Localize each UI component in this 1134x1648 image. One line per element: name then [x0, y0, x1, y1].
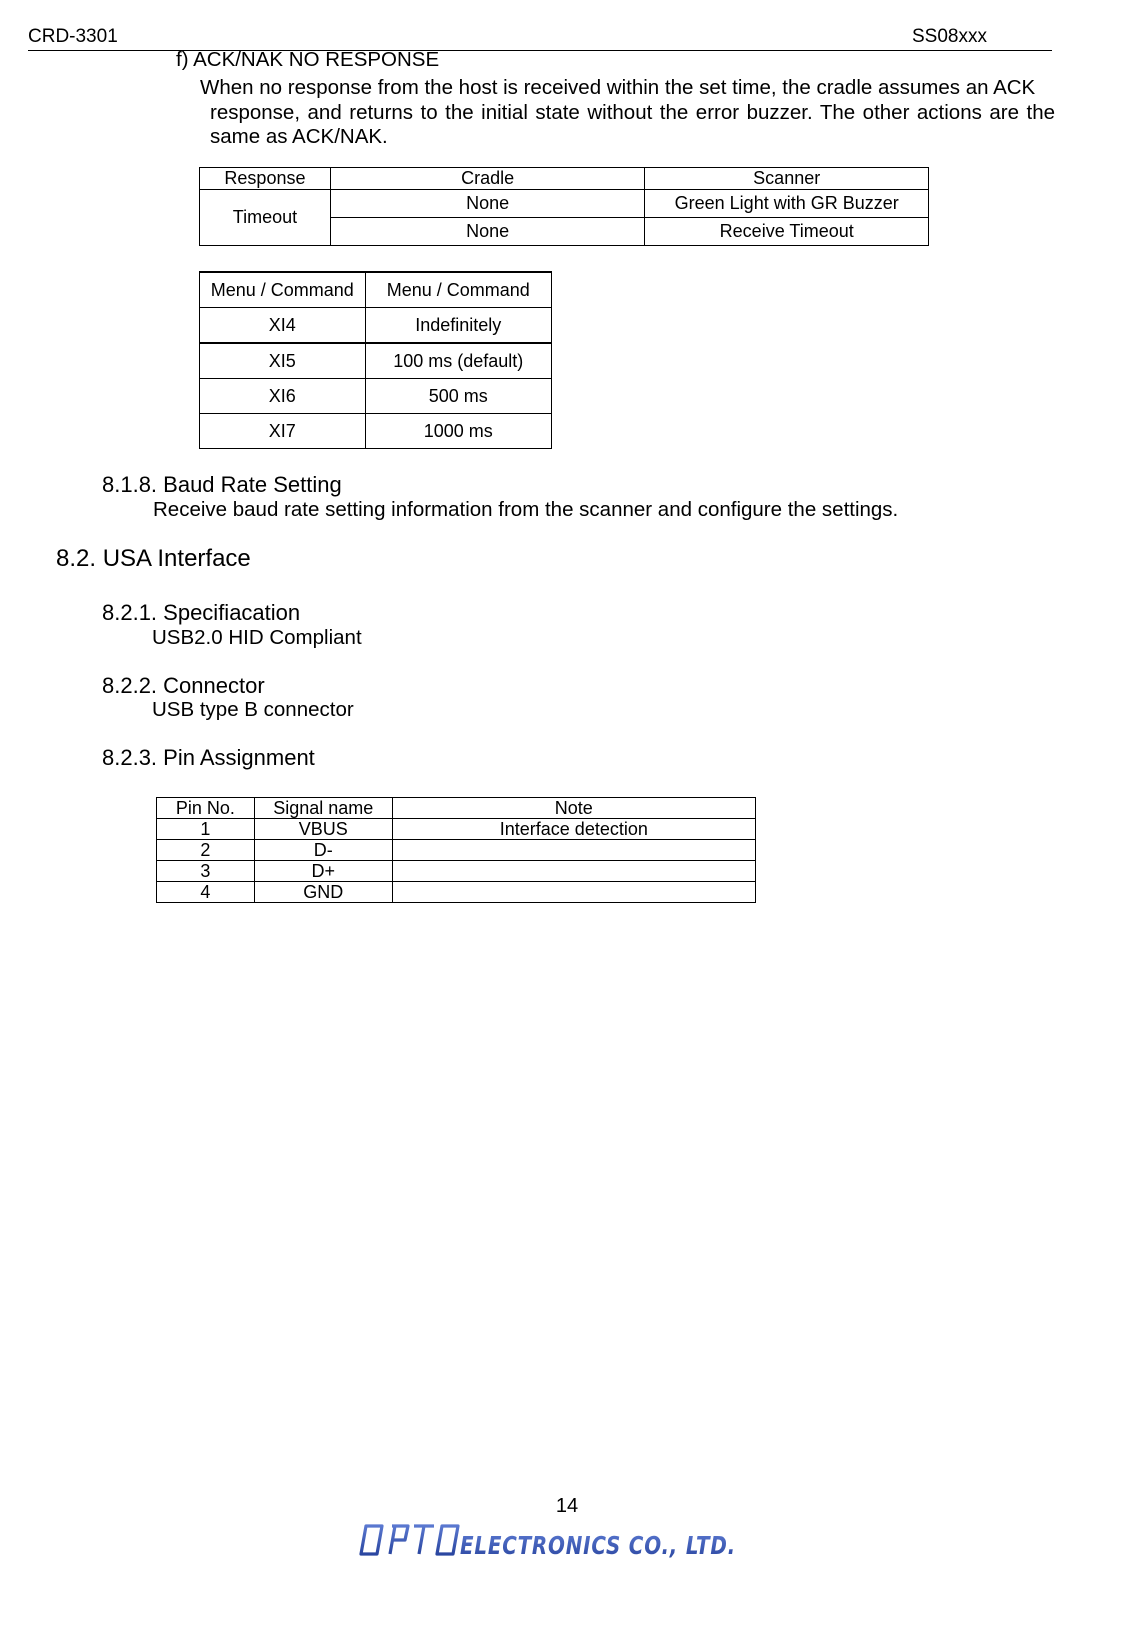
- section-823-title: 8.2.3. Pin Assignment: [102, 745, 315, 770]
- menu-header-1: Menu / Command: [200, 272, 366, 308]
- note-cell: [392, 840, 755, 861]
- company-logo: [356, 1522, 740, 1565]
- section-82-title: 8.2. USA Interface: [56, 545, 251, 572]
- signal-name-cell: GND: [254, 882, 392, 903]
- response-table: [199, 167, 929, 246]
- table-row: [157, 882, 756, 903]
- pin-assignment-table: [156, 797, 756, 903]
- cradle-header: Cradle: [330, 168, 645, 190]
- table-row: [200, 308, 552, 344]
- section-818-body: Receive baud rate setting information from the scanner and configure the settings.: [153, 498, 899, 521]
- section-821-title: 8.2.1. Specifiacation: [102, 600, 301, 625]
- scanner-cell: Green Light with GR Buzzer: [645, 190, 929, 218]
- note-cell: [392, 861, 755, 882]
- menu-command-table: [199, 271, 552, 449]
- setting-cell: 500 ms: [365, 379, 551, 414]
- pin-no-cell: 3: [157, 861, 255, 882]
- signal-name-cell: D-: [254, 840, 392, 861]
- table-row: [157, 840, 756, 861]
- opto-logo-graphic: [356, 1522, 740, 1560]
- doc-id-right: SS08xxx: [912, 26, 987, 47]
- menu-header-2: Menu / Command: [365, 272, 551, 308]
- setting-cell: Indefinitely: [365, 308, 551, 344]
- section-822-title: 8.2.2. Connector: [102, 673, 265, 698]
- section-f-line-2: response, and returns to the initial state without the error buzzer. The other actions are the: [210, 100, 1055, 124]
- command-cell: XI6: [200, 379, 366, 414]
- command-cell: XI4: [200, 308, 366, 344]
- pin-no-cell: 1: [157, 819, 255, 840]
- page-number: 14: [555, 1495, 579, 1517]
- section-822-body: USB type B connector: [152, 698, 354, 721]
- table-row: [200, 379, 552, 414]
- setting-cell: 1000 ms: [365, 414, 551, 449]
- response-timeout-cell: Timeout: [200, 190, 331, 246]
- svg-text:ELECTRONICS CO., LTD.: ELECTRONICS CO., LTD.: [460, 1531, 736, 1560]
- table-row: [157, 861, 756, 882]
- response-header: Response: [200, 168, 331, 190]
- section-f-line-3: same as ACK/NAK.: [210, 125, 388, 148]
- note-cell: [392, 882, 755, 903]
- table-row: [200, 414, 552, 449]
- cradle-cell: None: [330, 218, 645, 246]
- section-f-paragraph: [200, 76, 1055, 150]
- note-header: Note: [392, 798, 755, 819]
- scanner-header: Scanner: [645, 168, 929, 190]
- command-cell: XI5: [200, 343, 366, 379]
- section-f-line-1: When no response from the host is received within the set time, the cradle assumes an ACK: [200, 76, 1036, 99]
- pin-no-cell: 4: [157, 882, 255, 903]
- setting-cell: 100 ms (default): [365, 343, 551, 379]
- command-cell: XI7: [200, 414, 366, 449]
- scanner-cell: Receive Timeout: [645, 218, 929, 246]
- table-row: [157, 819, 756, 840]
- table-row: [200, 343, 552, 379]
- section-f-title: f) ACK/NAK NO RESPONSE: [176, 48, 440, 71]
- pin-no-cell: 2: [157, 840, 255, 861]
- pin-no-header: Pin No.: [157, 798, 255, 819]
- signal-name-header: Signal name: [254, 798, 392, 819]
- note-cell: Interface detection: [392, 819, 755, 840]
- signal-name-cell: VBUS: [254, 819, 392, 840]
- doc-id-left: CRD-3301: [28, 26, 118, 47]
- section-821-body: USB2.0 HID Compliant: [152, 626, 362, 649]
- section-818-title: 8.1.8. Baud Rate Setting: [102, 472, 342, 497]
- signal-name-cell: D+: [254, 861, 392, 882]
- cradle-cell: None: [330, 190, 645, 218]
